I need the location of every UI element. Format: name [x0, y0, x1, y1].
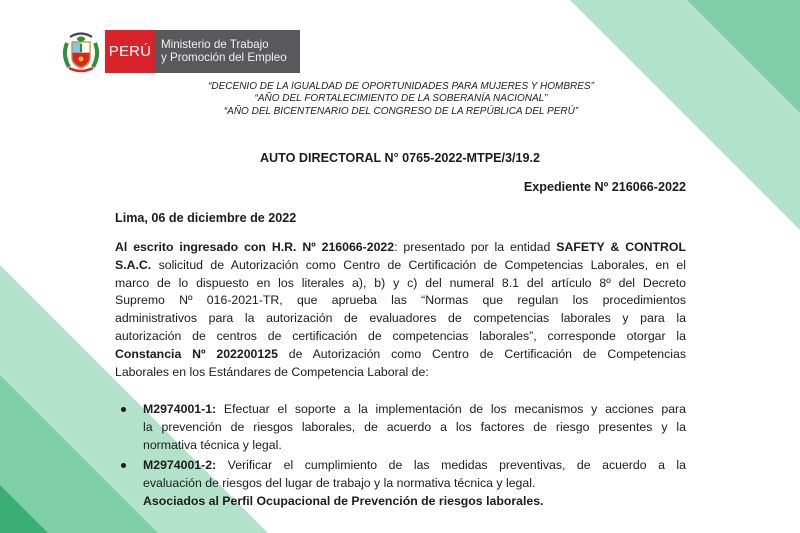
paragraph-line: Laborales en los Estándares de Competencia Laboral de:: [115, 364, 429, 379]
list-item-line: evaluación de riesgos del lugar de trabajo y la normativa técnica y legal.: [143, 475, 536, 490]
list-item-line: [143, 457, 686, 475]
text-segment: solicitud de Autorización como Centro de Certificación de Competencias Laborales, en el: [151, 257, 686, 272]
file-number: Expediente Nº 216066-2022: [523, 180, 686, 194]
list-item-line: la prevención de riesgos laborales, de acuerdo a los factores de riesgo presentes y la: [143, 419, 686, 434]
motto-line: “AÑO DEL BICENTENARIO DEL CONGRESO DE LA REPÚBLICA DEL PERÚ”: [223, 105, 579, 117]
text-segment: Efectuar el soporte a la implementación de los mecanismos y acciones para: [216, 402, 686, 416]
bullet-icon: [121, 463, 126, 468]
logo-ministry-block: [155, 30, 300, 73]
logo-ministry-line-2: y Promoción del Empleo: [161, 50, 287, 64]
list-item-line: normativa técnica y legal.: [143, 437, 282, 452]
logo-ministry-line-1: Ministerio de Trabajo: [161, 38, 269, 51]
motto-line: “AÑO DEL FORTALECIMIENTO DE LA SOBERANÍA NACIONAL”: [254, 93, 548, 105]
paragraph-line: autorización de centros de certificación de competencias laborales”, corresponde otorgar la: [115, 328, 686, 343]
text-segment: : presentado por la entidad: [394, 240, 557, 254]
paragraph-line: marco de lo dispuesto en los literales a), b) y c) del numeral 8.1 del artículo 8º del Decreto: [115, 275, 686, 290]
entity-name: SAFETY & CONTROL: [556, 240, 687, 254]
certificate-number: Constancia Nº 202200125: [115, 346, 278, 361]
paragraph-line: [115, 257, 686, 275]
paragraph-line: [115, 239, 686, 257]
logo-country-text: PERÚ: [108, 43, 152, 60]
list-item-line: [143, 401, 686, 419]
official-year-mottos: [150, 81, 652, 118]
document-title: AUTO DIRECTORAL N° 0765-2022-MTPE/3/19.2: [259, 151, 541, 165]
profile-note-text: Asociados al Perfil Ocupacional de Prevención de riesgos laborales.: [143, 493, 544, 508]
bold-segment: Al escrito ingresado con H.R. Nº 216066-2022: [115, 240, 395, 254]
bullet-icon: [121, 407, 126, 412]
paragraph-line: [115, 346, 686, 364]
paragraph-line: Supremo Nº 016-2021-TR, que aprueba las “Normas que regulan los procedimientos: [115, 293, 686, 308]
text-segment: Verificar el cumplimiento de las medidas preventivas, de acuerdo a la: [216, 458, 686, 472]
entity-name-suffix: S.A.C.: [115, 257, 152, 272]
motto-line: “DECENIO DE LA IGUALDAD DE OPORTUNIDADES PARA MUJERES Y HOMBRES”: [208, 81, 594, 92]
intro-paragraph: [115, 239, 686, 381]
occupational-profile-note: [143, 493, 686, 511]
competency-code: M2974001-1:: [143, 402, 217, 416]
paragraph-line: administrativos para la autorización de evaluadores de competencias laborales y para la: [115, 311, 686, 326]
competency-list-item: [143, 401, 686, 454]
competency-code: M2974001-2:: [143, 458, 217, 472]
peru-coat-of-arms-icon: [61, 31, 101, 74]
competency-list-item: [143, 457, 686, 510]
place-and-date: Lima, 06 de diciembre de 2022: [115, 211, 297, 225]
text-segment: de Autorización como Centro de Certificación de Competencias: [277, 346, 686, 361]
logo-country-block: [105, 30, 155, 73]
